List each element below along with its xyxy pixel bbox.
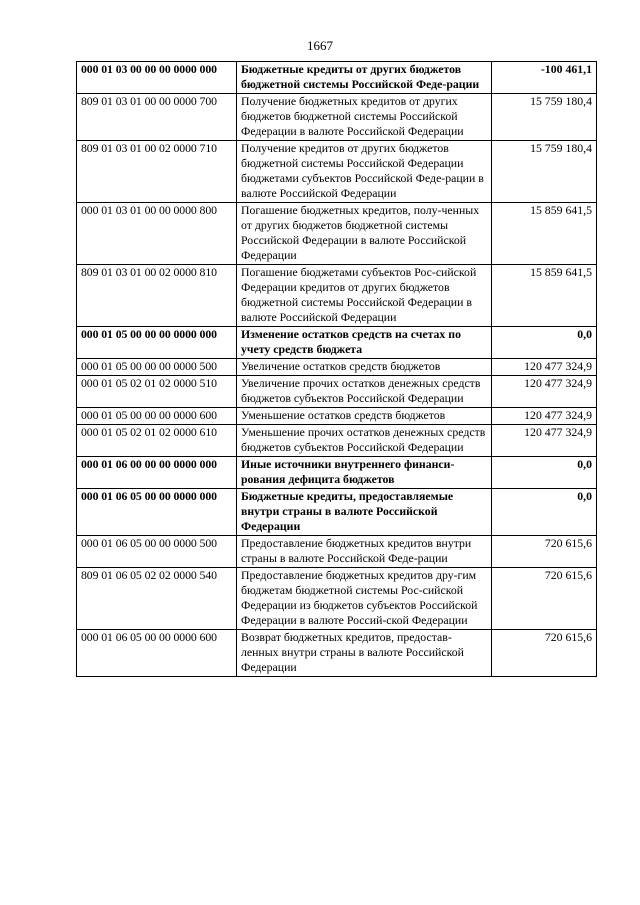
classification-code-cell: 000 01 06 05 00 00 0000 600 (77, 630, 237, 677)
classification-code-cell: 000 01 06 00 00 00 0000 000 (77, 457, 237, 489)
table-row (77, 62, 597, 94)
classification-code-cell: 809 01 03 01 00 02 0000 710 (77, 141, 237, 203)
item-name-cell: Уменьшение прочих остатков денежных средств бюджетов субъектов Российской Федерации (237, 425, 492, 457)
amount-cell: 120 477 324,9 (492, 376, 597, 408)
table-row (77, 141, 597, 203)
amount-cell: 720 615,6 (492, 630, 597, 677)
item-name-cell: Погашение бюджетами субъектов Рос-сийской Федерации кредитов от других бюджетов бюджетной системы Российской Федерации в валюте Российской Федерации (237, 265, 492, 327)
table-row (77, 457, 597, 489)
classification-code-cell: 809 01 06 05 02 02 0000 540 (77, 568, 237, 630)
amount-cell: 15 859 641,5 (492, 203, 597, 265)
item-name-cell: Предоставление бюджетных кредитов дру-гим бюджетам бюджетной системы Рос-сийской Федерации из бюджетов субъектов Российской Федерации в валюте Россий-ской Федерации (237, 568, 492, 630)
classification-code-cell: 000 01 05 00 00 00 0000 000 (77, 327, 237, 359)
table-row (77, 425, 597, 457)
amount-cell: 120 477 324,9 (492, 425, 597, 457)
classification-code-cell: 000 01 05 02 01 02 0000 510 (77, 376, 237, 408)
table-row (77, 265, 597, 327)
amount-cell: 120 477 324,9 (492, 359, 597, 376)
classification-code-cell: 000 01 03 00 00 00 0000 000 (77, 62, 237, 94)
amount-cell: 0,0 (492, 489, 597, 536)
item-name-cell: Получение бюджетных кредитов от других бюджетов бюджетной системы Российской Федерации в валюте Российской Федерации (237, 94, 492, 141)
item-name-cell: Бюджетные кредиты от других бюджетов бюджетной системы Российской Феде-рации (237, 62, 492, 94)
amount-cell: 15 859 641,5 (492, 265, 597, 327)
item-name-cell: Увеличение прочих остатков денежных средств бюджетов субъектов Российской Федерации (237, 376, 492, 408)
amount-cell: 15 759 180,4 (492, 94, 597, 141)
classification-code-cell: 000 01 03 01 00 00 0000 800 (77, 203, 237, 265)
table-row (77, 408, 597, 425)
classification-code-cell: 809 01 03 01 00 00 0000 700 (77, 94, 237, 141)
item-name-cell: Предоставление бюджетных кредитов внутри страны в валюте Российской Феде-рации (237, 536, 492, 568)
classification-code-cell: 000 01 05 00 00 00 0000 600 (77, 408, 237, 425)
table-row (77, 568, 597, 630)
amount-cell: 720 615,6 (492, 568, 597, 630)
amount-cell: 0,0 (492, 457, 597, 489)
table-row (77, 359, 597, 376)
table-row (77, 94, 597, 141)
classification-code-cell: 000 01 06 05 00 00 0000 500 (77, 536, 237, 568)
classification-code-cell: 000 01 06 05 00 00 0000 000 (77, 489, 237, 536)
amount-cell: 720 615,6 (492, 536, 597, 568)
item-name-cell: Получение кредитов от других бюджетов бюджетной системы Российской Федерации бюджетами субъектов Российской Феде-рации в валюте Российской Федерации (237, 141, 492, 203)
item-name-cell: Иные источники внутреннего финанси-рования дефицита бюджетов (237, 457, 492, 489)
table-row (77, 630, 597, 677)
item-name-cell: Уменьшение остатков средств бюджетов (237, 408, 492, 425)
budget-table-body (77, 62, 597, 677)
table-row (77, 203, 597, 265)
item-name-cell: Бюджетные кредиты, предоставляемые внутри страны в валюте Российской Федерации (237, 489, 492, 536)
table-row (77, 489, 597, 536)
budget-sources-table (76, 61, 597, 677)
item-name-cell: Возврат бюджетных кредитов, предостав-ленных внутри страны в валюте Российской Федерации (237, 630, 492, 677)
amount-cell: -100 461,1 (492, 62, 597, 94)
classification-code-cell: 000 01 05 02 01 02 0000 610 (77, 425, 237, 457)
amount-cell: 0,0 (492, 327, 597, 359)
classification-code-cell: 000 01 05 00 00 00 0000 500 (77, 359, 237, 376)
classification-code-cell: 809 01 03 01 00 02 0000 810 (77, 265, 237, 327)
table-row (77, 536, 597, 568)
page-number: 1667 (307, 38, 333, 53)
amount-cell: 120 477 324,9 (492, 408, 597, 425)
table-row (77, 376, 597, 408)
item-name-cell: Изменение остатков средств на счетах по учету средств бюджета (237, 327, 492, 359)
item-name-cell: Увеличение остатков средств бюджетов (237, 359, 492, 376)
table-row (77, 327, 597, 359)
item-name-cell: Погашение бюджетных кредитов, полу-ченных от других бюджетов бюджетной системы Российской Федерации в валюте Российской Федерации (237, 203, 492, 265)
amount-cell: 15 759 180,4 (492, 141, 597, 203)
